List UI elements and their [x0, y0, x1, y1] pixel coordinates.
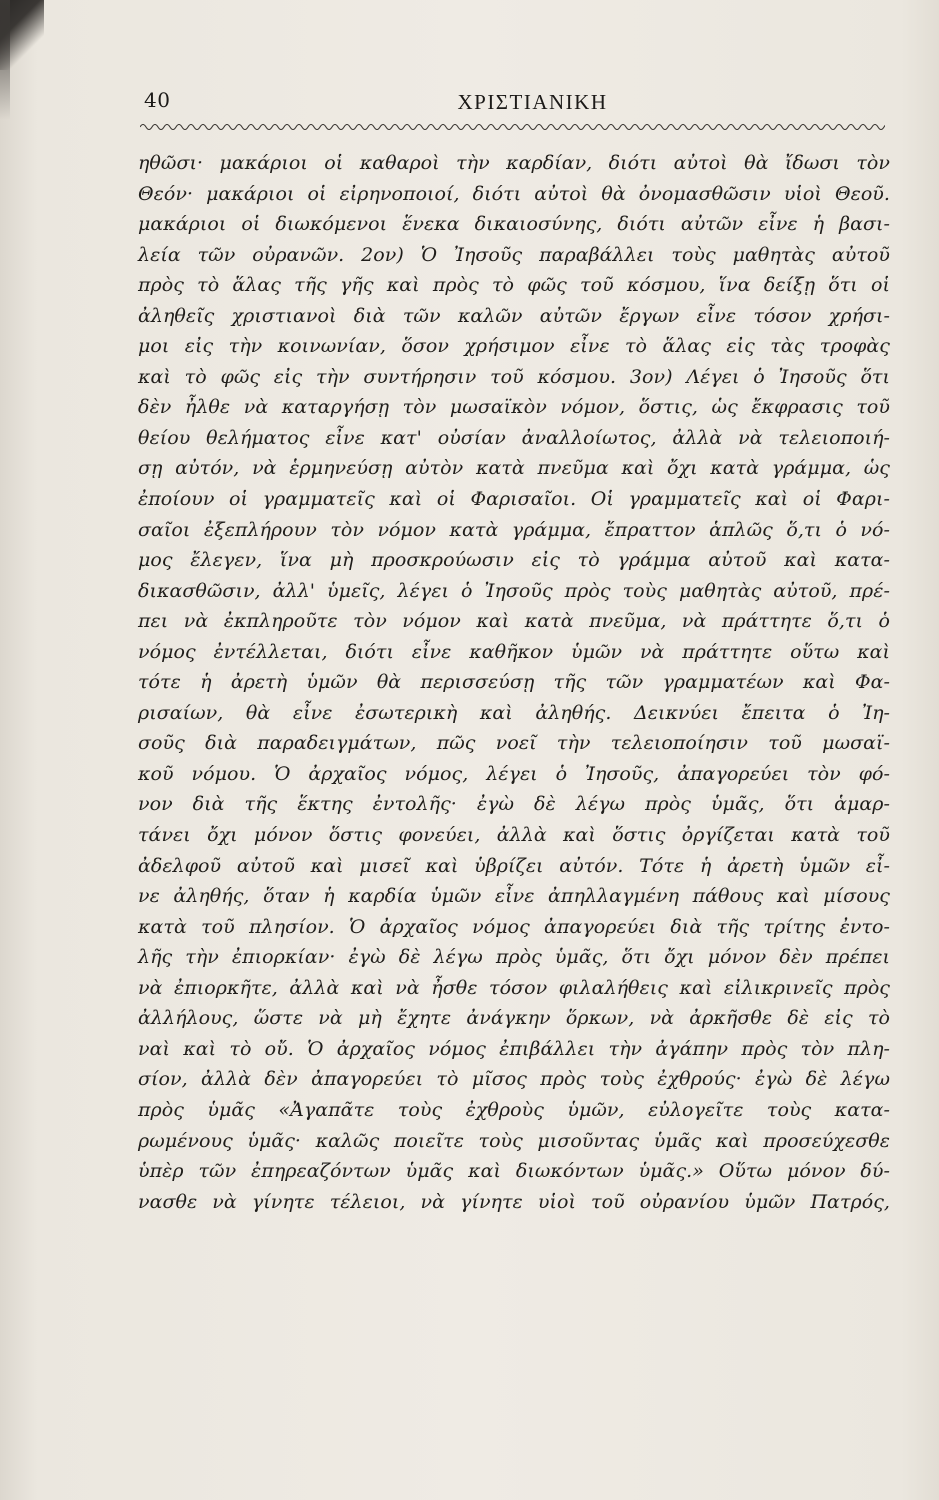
text-line: ρωμένους ὑμᾶς· καλῶς ποιεῖτε τοὺς μισοῦντας ὑμᾶς καὶ προσεύχεσθε: [138, 1129, 890, 1152]
text-line: κοῦ νόμου. Ὁ ἀρχαῖος νόμος, λέγει ὁ Ἰησοῦς, ἀπαγορεύει τὸν φό-: [138, 762, 890, 785]
text-line: ἐποίουν οἱ γραμματεῖς καὶ οἱ Φαρισαῖοι. Οἱ γραμματεῖς καὶ οἱ Φαρι-: [138, 488, 890, 511]
text-line: δὲν ἦλθε νὰ καταργήσῃ τὸν μωσαϊκὸν νόμον, ὅστις, ὡς ἔκφρασις τοῦ: [138, 396, 890, 419]
text-line: σαῖοι ἐξεπλήρουν τὸν νόμον κατὰ γράμμα, ἔπραττον ἁπλῶς ὅ,τι ὁ νό-: [138, 518, 890, 541]
text-line: ἀδελφοῦ αὐτοῦ καὶ μισεῖ καὶ ὑβρίζει αὐτόν. Τότε ἡ ἀρετὴ ὑμῶν εἶ-: [138, 854, 890, 877]
text-line: λῆς τὴν ἐπιορκίαν· ἐγὼ δὲ λέγω πρὸς ὑμᾶς, ὅτι ὄχι μόνον δὲν πρέπει: [138, 946, 890, 969]
wavy-rule-divider: [140, 120, 885, 134]
text-line: πει νὰ ἐκπληροῦτε τὸν νόμον καὶ κατὰ πνεῦμα, νὰ πράττητε ὅ,τι ὁ: [138, 610, 890, 633]
text-line: τάνει ὄχι μόνον ὅστις φονεύει, ἀλλὰ καὶ ὅστις ὀργίζεται κατὰ τοῦ: [138, 824, 890, 847]
text-line: νον διὰ τῆς ἕκτης ἐντολῆς· ἐγὼ δὲ λέγω πρὸς ὑμᾶς, ὅτι ἁμαρ-: [138, 793, 890, 816]
text-line: ὑπὲρ τῶν ἐπηρεαζόντων ὑμᾶς καὶ διωκόντων ὑμᾶς.» Οὕτω μόνον δύ-: [138, 1160, 890, 1183]
text-line: ἀλλήλους, ὥστε νὰ μὴ ἔχητε ἀνάγκην ὅρκων, νὰ ἀρκῆσθε δὲ εἰς τὸ: [138, 1007, 890, 1030]
text-line: πρὸς ὑμᾶς «Ἀγαπᾶτε τοὺς ἐχθροὺς ὑμῶν, εὐλογεῖτε τοὺς κατα-: [138, 1098, 890, 1121]
text-line: θείου θελήματος εἶνε κατ' οὐσίαν ἀναλλοίωτος, ἀλλὰ νὰ τελειοποιή-: [138, 426, 890, 449]
text-line: πρὸς τὸ ἅλας τῆς γῆς καὶ πρὸς τὸ φῶς τοῦ κόσμου, ἵνα δείξῃ ὅτι οἱ: [138, 274, 890, 297]
text-line: καὶ τὸ φῶς εἰς τὴν συντήρησιν τοῦ κόσμου. 3ον) Λέγει ὁ Ἰησοῦς ὅτι: [138, 365, 890, 388]
body-text: [138, 148, 890, 1217]
text-line: ἀληθεῖς χριστιανοὶ διὰ τῶν καλῶν αὐτῶν ἔργων εἶνε τόσον χρήσι-: [138, 304, 890, 327]
text-line: Θεόν· μακάριοι οἱ εἰρηνοποιοί, διότι αὐτοὶ θὰ ὀνομασθῶσιν υἱοὶ Θεοῦ.: [138, 182, 890, 205]
text-line: μοι εἰς τὴν κοινωνίαν, ὅσον χρήσιμον εἶνε τὸ ἅλας εἰς τὰς τροφὰς: [138, 335, 890, 358]
text-line: σίον, ἀλλὰ δὲν ἀπαγορεύει τὸ μῖσος πρὸς τοὺς ἐχθρούς· ἐγὼ δὲ λέγω: [138, 1068, 890, 1091]
text-line: νε ἀληθής, ὅταν ἡ καρδία ὑμῶν εἶνε ἀπηλλαγμένη πάθους καὶ μίσους: [138, 885, 890, 908]
page-header: [140, 86, 885, 120]
text-line: μος ἔλεγεν, ἵνα μὴ προσκρούωσιν εἰς τὸ γράμμα αὐτοῦ καὶ κατα-: [138, 549, 890, 572]
text-line: ρισαίων, θὰ εἶνε ἐσωτερικὴ καὶ ἀληθής. Δεικνύει ἔπειτα ὁ Ἰη-: [138, 701, 890, 724]
text-line: νόμος ἐντέλλεται, διότι εἶνε καθῆκον ὑμῶν νὰ πράττητε οὕτω καὶ: [138, 640, 890, 663]
text-line: νὰ ἐπιορκῆτε, ἀλλὰ καὶ νὰ ἦσθε τόσον φιλαλήθεις καὶ εἰλικρινεῖς πρὸς: [138, 976, 890, 999]
text-line: λεία τῶν οὐρανῶν. 2ον) Ὁ Ἰησοῦς παραβάλλει τοὺς μαθητὰς αὐτοῦ: [138, 243, 890, 266]
text-line: τότε ἡ ἀρετὴ ὑμῶν θὰ περισσεύσῃ τῆς τῶν γραμματέων καὶ Φα-: [138, 671, 890, 694]
page-edge-shadow: [0, 0, 10, 120]
text-line: μακάριοι οἱ διωκόμενοι ἕνεκα δικαιοσύνης, διότι αὐτῶν εἶνε ἡ βασι-: [138, 213, 890, 236]
running-title: ΧΡΙΣΤΙΑΝΙΚΗ: [457, 90, 608, 114]
text-line: σῃ αὐτόν, νὰ ἑρμηνεύσῃ αὐτὸν κατὰ πνεῦμα καὶ ὄχι κατὰ γράμμα, ὡς: [138, 457, 890, 480]
text-line: δικασθῶσιν, ἀλλ' ὑμεῖς, λέγει ὁ Ἰησοῦς πρὸς τοὺς μαθητὰς αὐτοῦ, πρέ-: [138, 579, 890, 602]
text-line: κατὰ τοῦ πλησίον. Ὁ ἀρχαῖος νόμος ἀπαγορεύει διὰ τῆς τρίτης ἐντο-: [138, 915, 890, 938]
text-line: ναὶ καὶ τὸ οὔ. Ὁ ἀρχαῖος νόμος ἐπιβάλλει τὴν ἀγάπην πρὸς τὸν πλη-: [138, 1037, 890, 1060]
text-line: σοῦς διὰ παραδειγμάτων, πῶς νοεῖ τὴν τελειοποίησιν τοῦ μωσαϊ-: [138, 732, 890, 755]
page-number: 40: [144, 88, 171, 112]
text-line: ηθῶσι· μακάριοι οἱ καθαροὶ τὴν καρδίαν, διότι αὐτοὶ θὰ ἴδωσι τὸν: [138, 152, 890, 174]
text-line: νασθε νὰ γίνητε τέλειοι, νὰ γίνητε υἱοὶ τοῦ οὐρανίου ὑμῶν Πατρός,: [138, 1190, 890, 1213]
